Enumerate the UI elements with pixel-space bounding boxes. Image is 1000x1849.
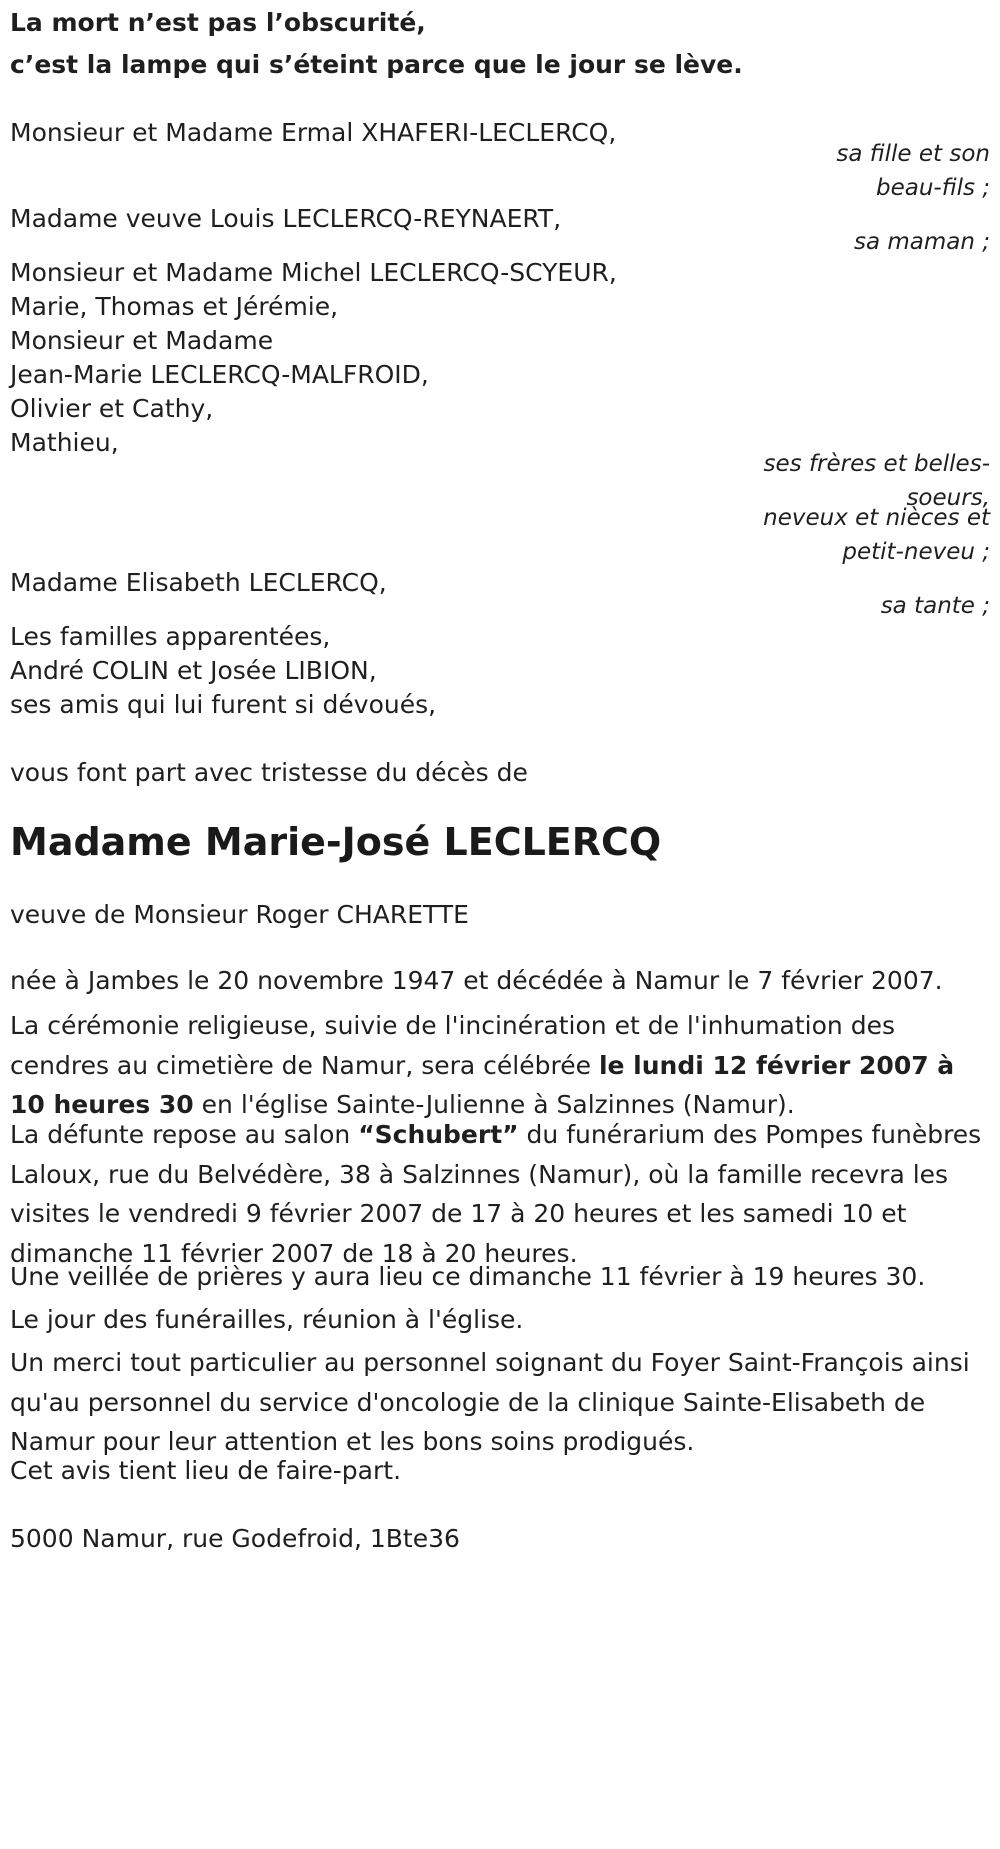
relation-text: neveux et nièces et (763, 505, 990, 531)
family-name: Madame veuve Louis LECLERCQ-REYNAERT, (10, 204, 562, 233)
family-name: ses amis qui lui furent si dévoués, (10, 690, 437, 719)
ceremony-text: La cérémonie religieuse, suivie de l'incinération et de l'inhumation des cendres au cimetière de Namur, sera célébrée (10, 1011, 895, 1080)
family-name: Olivier et Cathy, (10, 394, 214, 423)
relation-text: sa tante ; (880, 593, 990, 619)
repose-text: du funérarium des Pompes funèbres Laloux, rue du Belvédère, 38 à Salzinnes (Namur), où la famille recevra les visites le vendredi 9 février 2007 de 17 à 20 heures et les samedi 10 et dimanche 11 février 2007 de 18 à 20 heures. (10, 1120, 982, 1268)
family-name: Monsieur et Madame (10, 326, 274, 355)
repose-paragraph (10, 1115, 995, 1273)
ceremony-paragraph (10, 1006, 995, 1125)
funeral-day-text: Le jour des funérailles, réunion à l'église. (10, 1305, 524, 1334)
salon-name-bold: “Schubert” (358, 1120, 519, 1149)
vigil-text: Une veillée de prières y aura lieu ce dimanche 11 février à 19 heures 30. (10, 1262, 926, 1291)
deceased-name: Madame Marie-José LECLERCQ (10, 820, 662, 864)
quote-line-1: La mort n’est pas l’obscurité, (10, 8, 426, 37)
family-name: Marie, Thomas et Jérémie, (10, 292, 339, 321)
relation-text: ses frères et belles- (763, 451, 990, 477)
announce-text: vous font part avec tristesse du décès de (10, 758, 528, 787)
birth-death-text: née à Jambes le 20 novembre 1947 et décédée à Namur le 7 février 2007. (10, 966, 943, 995)
quote-line-2: c’est la lampe qui s’éteint parce que le jour se lève. (10, 50, 743, 79)
family-name: André COLIN et Josée LIBION, (10, 656, 377, 685)
family-name: Monsieur et Madame Michel LECLERCQ-SCYEUR, (10, 258, 617, 287)
thanks-paragraph: Un merci tout particulier au personnel soignant du Foyer Saint-François ainsi qu'au personnel du service d'oncologie de la clinique Sainte-Elisabeth de Namur pour leur attention et les bons soins prodigués. (10, 1348, 970, 1456)
family-name: Les familles apparentées, (10, 622, 331, 651)
repose-text: La défunte repose au salon (10, 1120, 359, 1149)
family-name: Mathieu, (10, 428, 119, 457)
family-name: Monsieur et Madame Ermal XHAFERI-LECLERCQ, (10, 118, 617, 147)
family-name: Madame Elisabeth LECLERCQ, (10, 568, 387, 597)
address-text: 5000 Namur, rue Godefroid, 1Bte36 (10, 1524, 460, 1553)
relation-text: beau-fils ; (875, 175, 990, 201)
ceremony-date-bold: le lundi 12 février 2007 à 10 heures 30 (10, 1050, 955, 1119)
relation-text: soeurs, (906, 485, 990, 511)
relation-text: sa maman ; (853, 229, 990, 255)
notice-text: Cet avis tient lieu de faire-part. (10, 1456, 402, 1485)
widow-of-text: veuve de Monsieur Roger CHARETTE (10, 900, 469, 929)
ceremony-text: en l'église Sainte-Julienne à Salzinnes (Namur). (193, 1090, 795, 1119)
family-name: Jean-Marie LECLERCQ-MALFROID, (10, 360, 429, 389)
relation-text: sa fille et son (836, 141, 990, 167)
relation-text: petit-neveu ; (842, 539, 990, 565)
